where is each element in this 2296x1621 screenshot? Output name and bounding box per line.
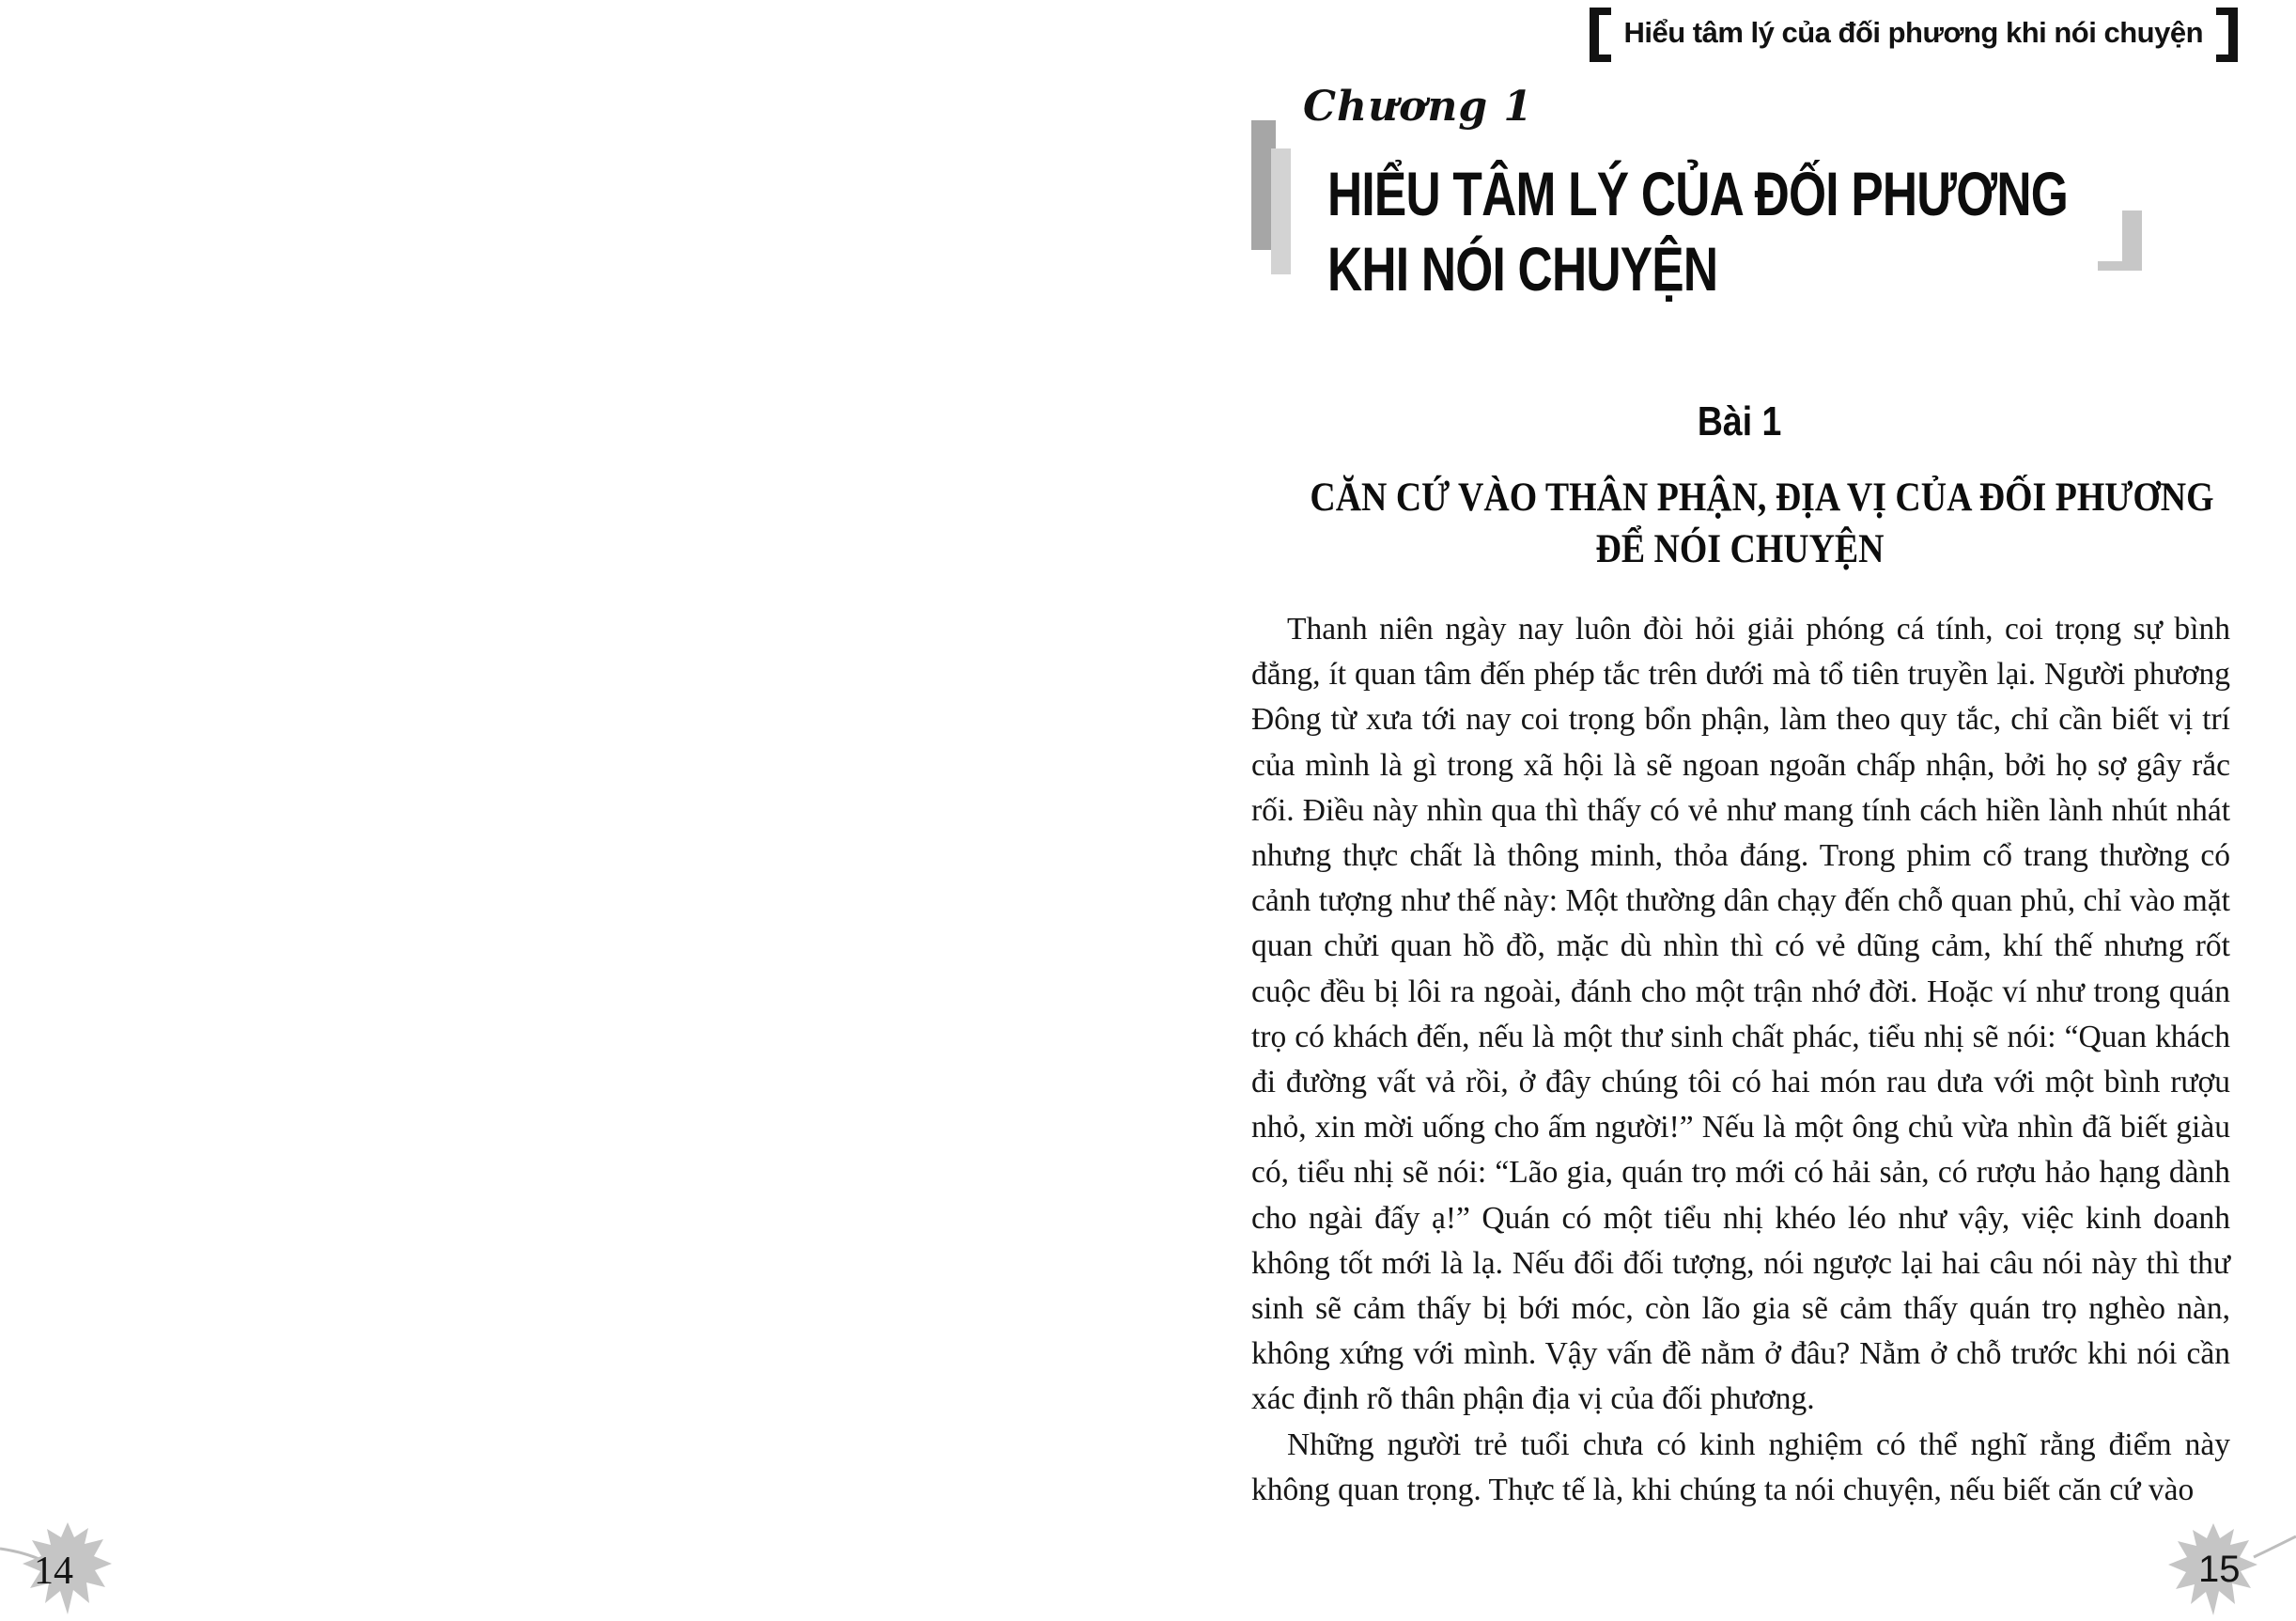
lesson-heading (1310, 472, 2214, 575)
chapter-deco-corner (2098, 210, 2142, 271)
page-number-left: 14 (34, 1550, 73, 1593)
leaf-icon (0, 1515, 169, 1621)
chapter-title (1327, 156, 2068, 306)
paragraph-2: Những người trẻ tuổi chưa có kinh nghiệm có thể nghĩ rằng điểm này không quan trọng. Thực tế là, khi chúng ta nói chuyện, nếu biết căn cứ vào (1251, 1426, 2230, 1507)
lesson-heading-line2: ĐỂ NÓI CHUYỆN (1595, 527, 1885, 571)
running-header (1590, 8, 2239, 62)
lesson-label (1251, 398, 2228, 445)
chapter-deco-bar-light (1271, 148, 1291, 274)
lesson-label-text: Bài 1 (1698, 398, 1782, 444)
bracket-left-icon (1590, 8, 1611, 62)
lesson-heading-line1: CĂN CỨ VÀO THÂN PHẬN, ĐỊA VỊ CỦA ĐỐI PHƯƠNG (1310, 475, 2214, 520)
bracket-right-icon (2216, 8, 2238, 62)
page-number-right: 15 (2198, 1549, 2241, 1590)
running-header-text: Hiểu tâm lý của đối phương khi nói chuyện (1623, 16, 2203, 49)
body-text (1251, 607, 2230, 1513)
chapter-title-line1: HIỂU TÂM LÝ CỦA ĐỐI PHƯƠNG (1327, 159, 2069, 228)
chapter-title-line2: KHI NÓI CHUYỆN (1327, 234, 1718, 304)
paragraph-1: Thanh niên ngày nay luôn đòi hỏi giải phóng cá tính, coi trọng sự bình đẳng, ít quan tâm đến phép tắc trên dưới mà tổ tiên truyền lại. Người phương Đông từ xưa tới nay coi trọng bổn phận, làm theo quy tắc, chỉ cần biết vị trí của mình là gì trong xã hội là sẽ ngoan ngoãn chấp nhận, bởi họ sợ gây rắc rối. Điều này nhìn qua thì thấy có vẻ như mang tính cách hiền lành nhút nhát nhưng thực chất là thông minh, thỏa đáng. Trong phim cổ trang thường có cảnh tượng như thế này: Một thường dân chạy đến chỗ quan phủ, chỉ vào mặt quan chửi quan hồ đồ, mặc dù nhìn thì có vẻ dũng cảm, khí thế nhưng rốt cuộc đều bị lôi ra ngoài, đánh cho một trận nhớ đời. Hoặc ví như trong quán trọ có khách đến, nếu là một thư sinh chất phác, tiểu nhị sẽ nói: “Quan khách đi đường vất vả rồi, ở đây chúng tôi có hai món rau dưa với một bình rượu nhỏ, xin mời uống cho ấm người!” Nếu là một ông chủ vừa nhìn đã biết giàu có, tiểu nhị sẽ nói: “Lão gia, quán trọ mới có hải sản, có rượu hảo hạng dành cho ngài đấy ạ!” Quán có một tiểu nhị khéo léo như vậy, việc kinh doanh không tốt mới là lạ. Nếu đổi đối tượng, nói ngược lại hai câu nói này thì thư sinh sẽ cảm thấy bị bới móc, còn lão gia sẽ cảm thấy quán trọ nghèo nàn, không xứng với mình. Vậy vấn đề nằm ở đâu? Nằm ở chỗ trước khi nói cần xác định rõ thân phận địa vị của đối phương. (1251, 612, 2230, 1417)
chapter-label: Chương 1 (1303, 83, 1534, 131)
